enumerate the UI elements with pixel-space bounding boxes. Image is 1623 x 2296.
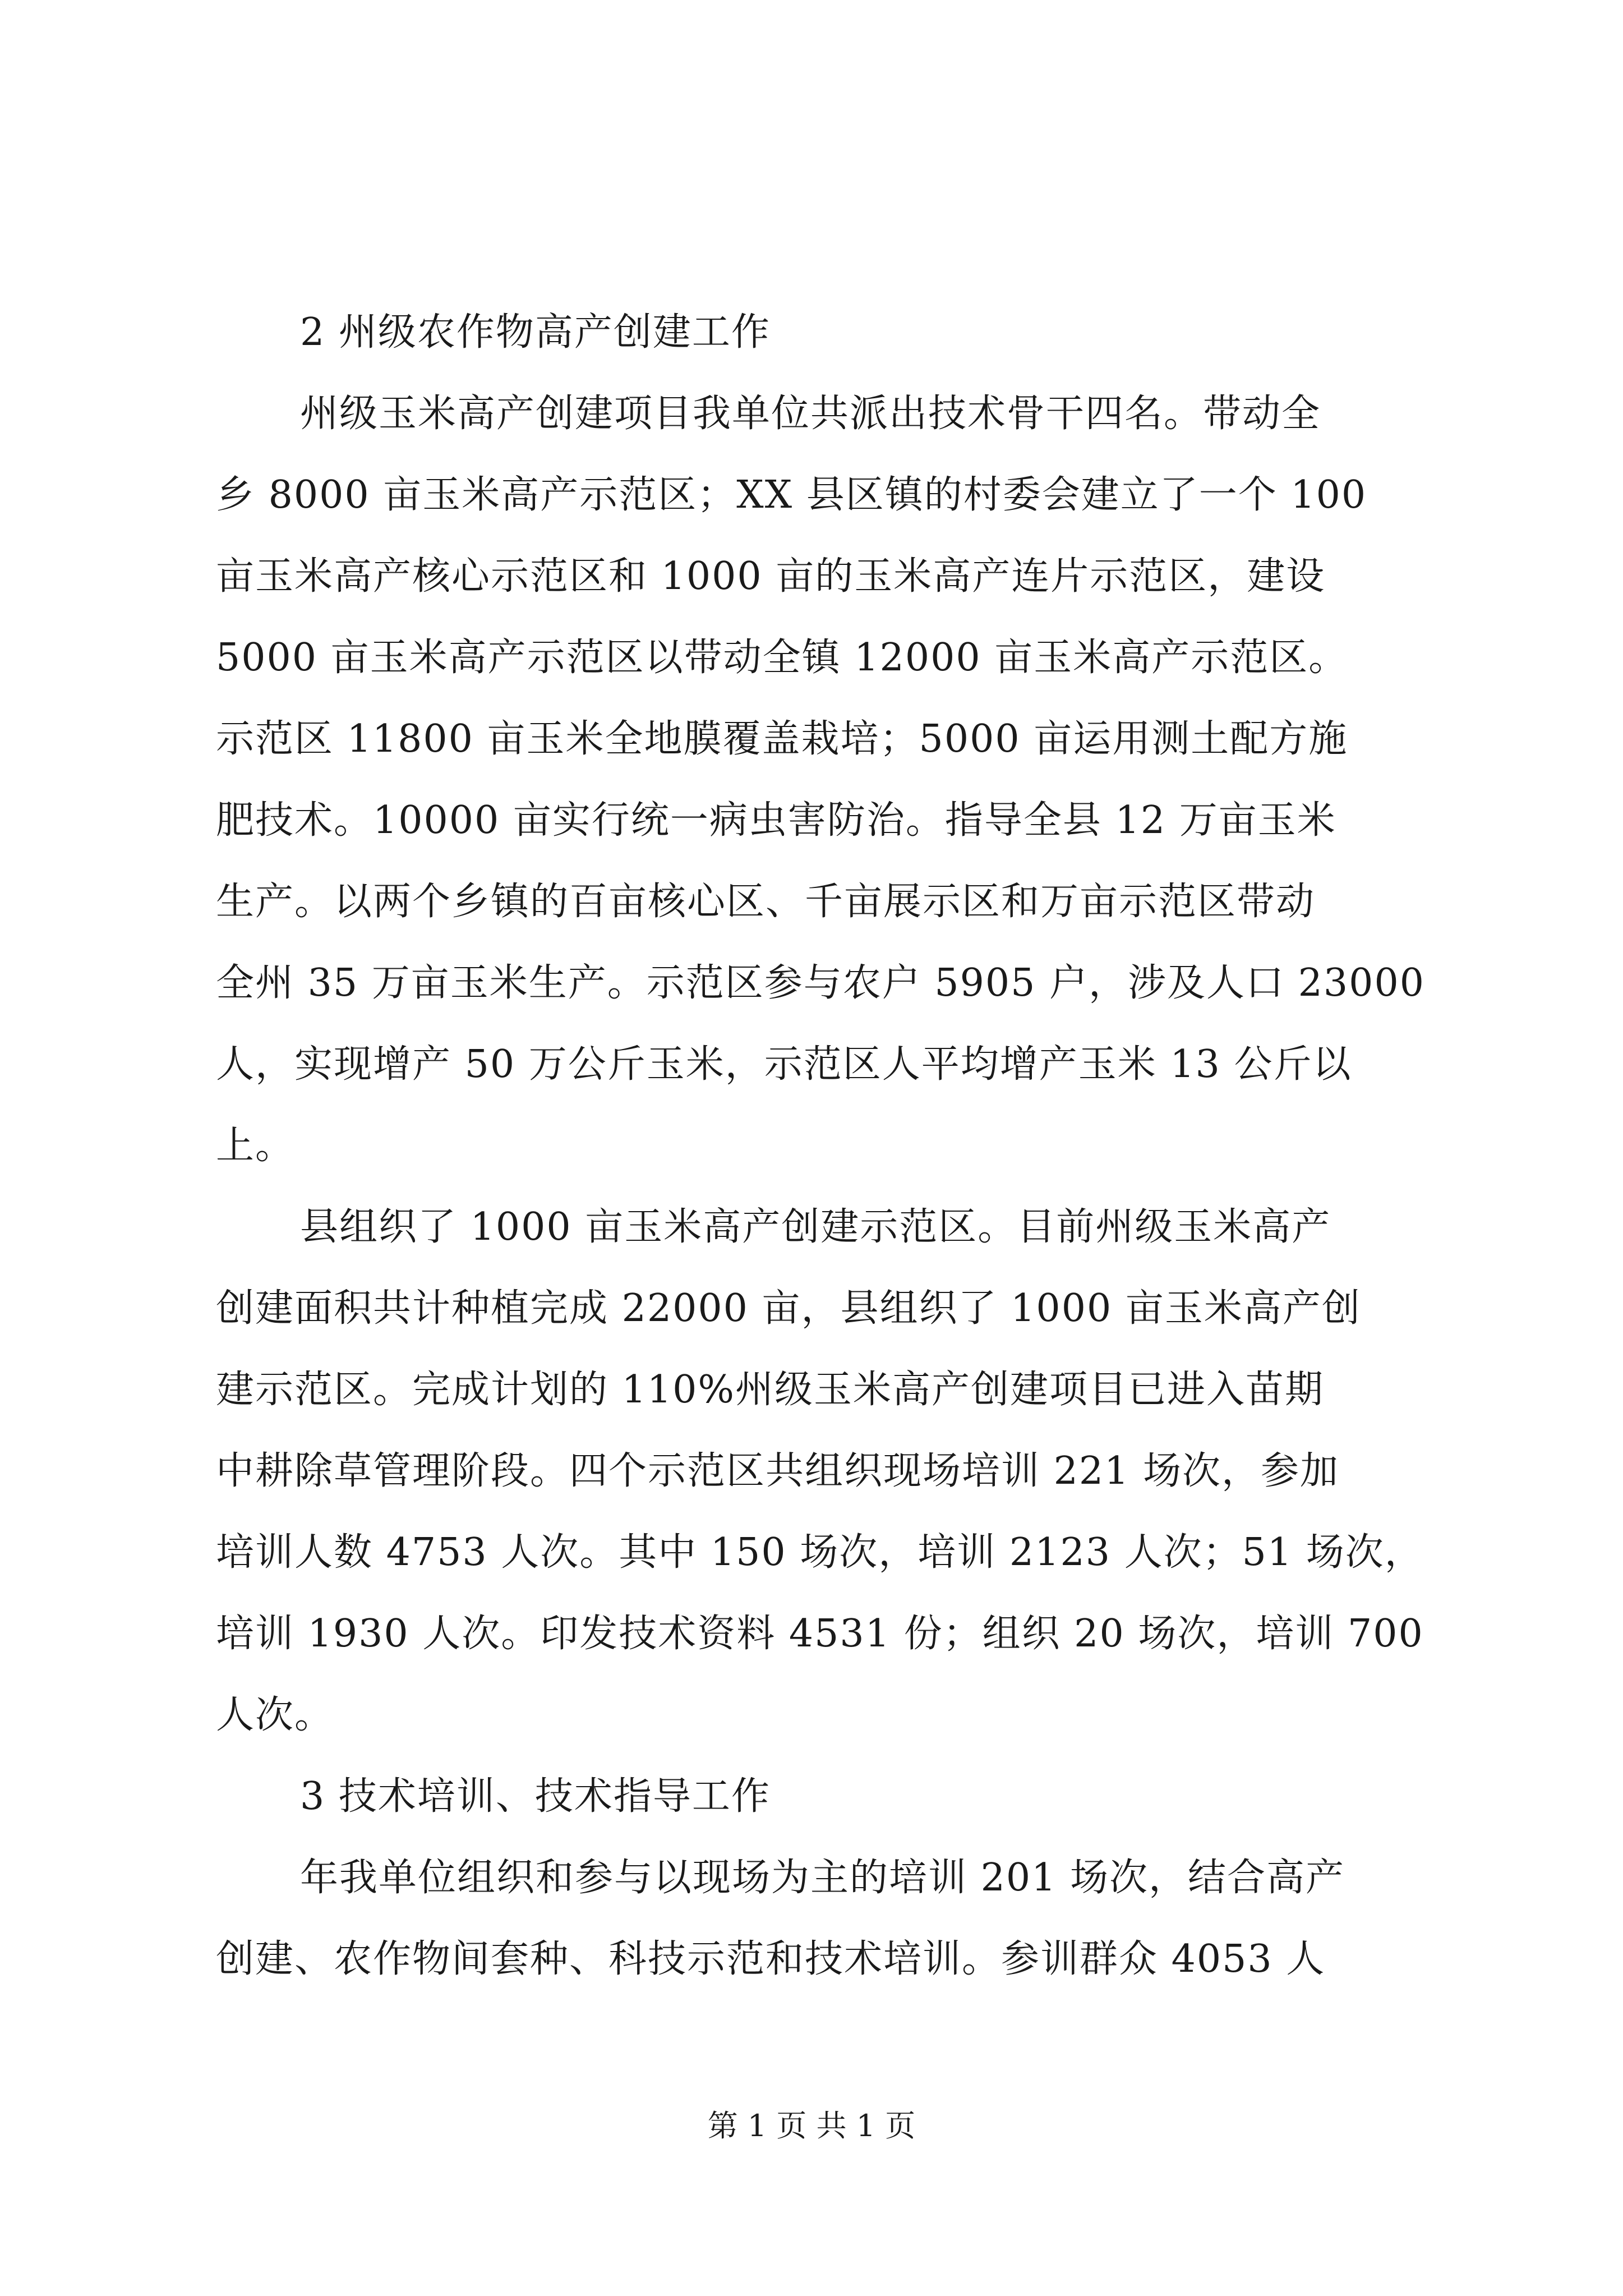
paragraph-line: 州级玉米高产创建项目我单位共派出技术骨干四名。带动全 [300,392,1321,436]
paragraph-line: 创建、农作物间套种、科技示范和技术培训。参训群众 4053 人 [216,1937,1326,1981]
paragraph-line: 肥技术。10000 亩实行统一病虫害防治。指导全县 12 万亩玉米 [216,798,1336,843]
paragraph-line: 年我单位组织和参与以现场为主的培训 201 场次，结合高产 [300,1856,1345,1900]
paragraph-line: 示范区 11800 亩玉米全地膜覆盖栽培；5000 亩运用测土配方施 [216,717,1348,761]
paragraph-line: 建示范区。完成计划的 110%州级玉米高产创建项目已进入苗期 [216,1368,1325,1412]
document-body [216,292,1425,2000]
paragraph-line: 培训 1930 人次。印发技术资料 4531 份；组织 20 场次，培训 700 [216,1612,1424,1656]
paragraph-line: 亩玉米高产核心示范区和 1000 亩的玉米高产连片示范区，建设 [216,554,1326,599]
paragraph-line: 生产。以两个乡镇的百亩核心区、千亩展示区和万亩示范区带动 [216,880,1316,924]
paragraph-line: 中耕除草管理阶段。四个示范区共组织现场培训 221 场次，参加 [216,1449,1340,1493]
paragraph-line: 人，实现增产 50 万公斤玉米，示范区人平均增产玉米 13 公斤以 [216,1042,1352,1087]
paragraph-line: 人次。 [216,1693,334,1737]
paragraph-line: 上。 [216,1124,295,1168]
paragraph-line: 创建面积共计种植完成 22000 亩，县组织了 1000 亩玉米高产创 [216,1286,1361,1331]
section-heading: 2 州级农作物高产创建工作 [300,310,771,355]
paragraph-line: 5000 亩玉米高产示范区以带动全镇 12000 亩玉米高产示范区。 [216,636,1348,680]
paragraph-line: 全州 35 万亩玉米生产。示范区参与农户 5905 户，涉及人口 23000 [216,961,1425,1005]
section-heading: 3 技术培训、技术指导工作 [300,1774,771,1819]
paragraph-line: 培训人数 4753 人次。其中 150 场次，培训 2123 人次；51 场次， [216,1530,1424,1575]
paragraph-line: 乡 8000 亩玉米高产示范区；XX 县区镇的村委会建立了一个 100 [216,473,1367,517]
paragraph-line: 县组织了 1000 亩玉米高产创建示范区。目前州级玉米高产 [300,1205,1331,1249]
page-number-footer: 第 1 页 共 1 页 [707,2108,916,2143]
